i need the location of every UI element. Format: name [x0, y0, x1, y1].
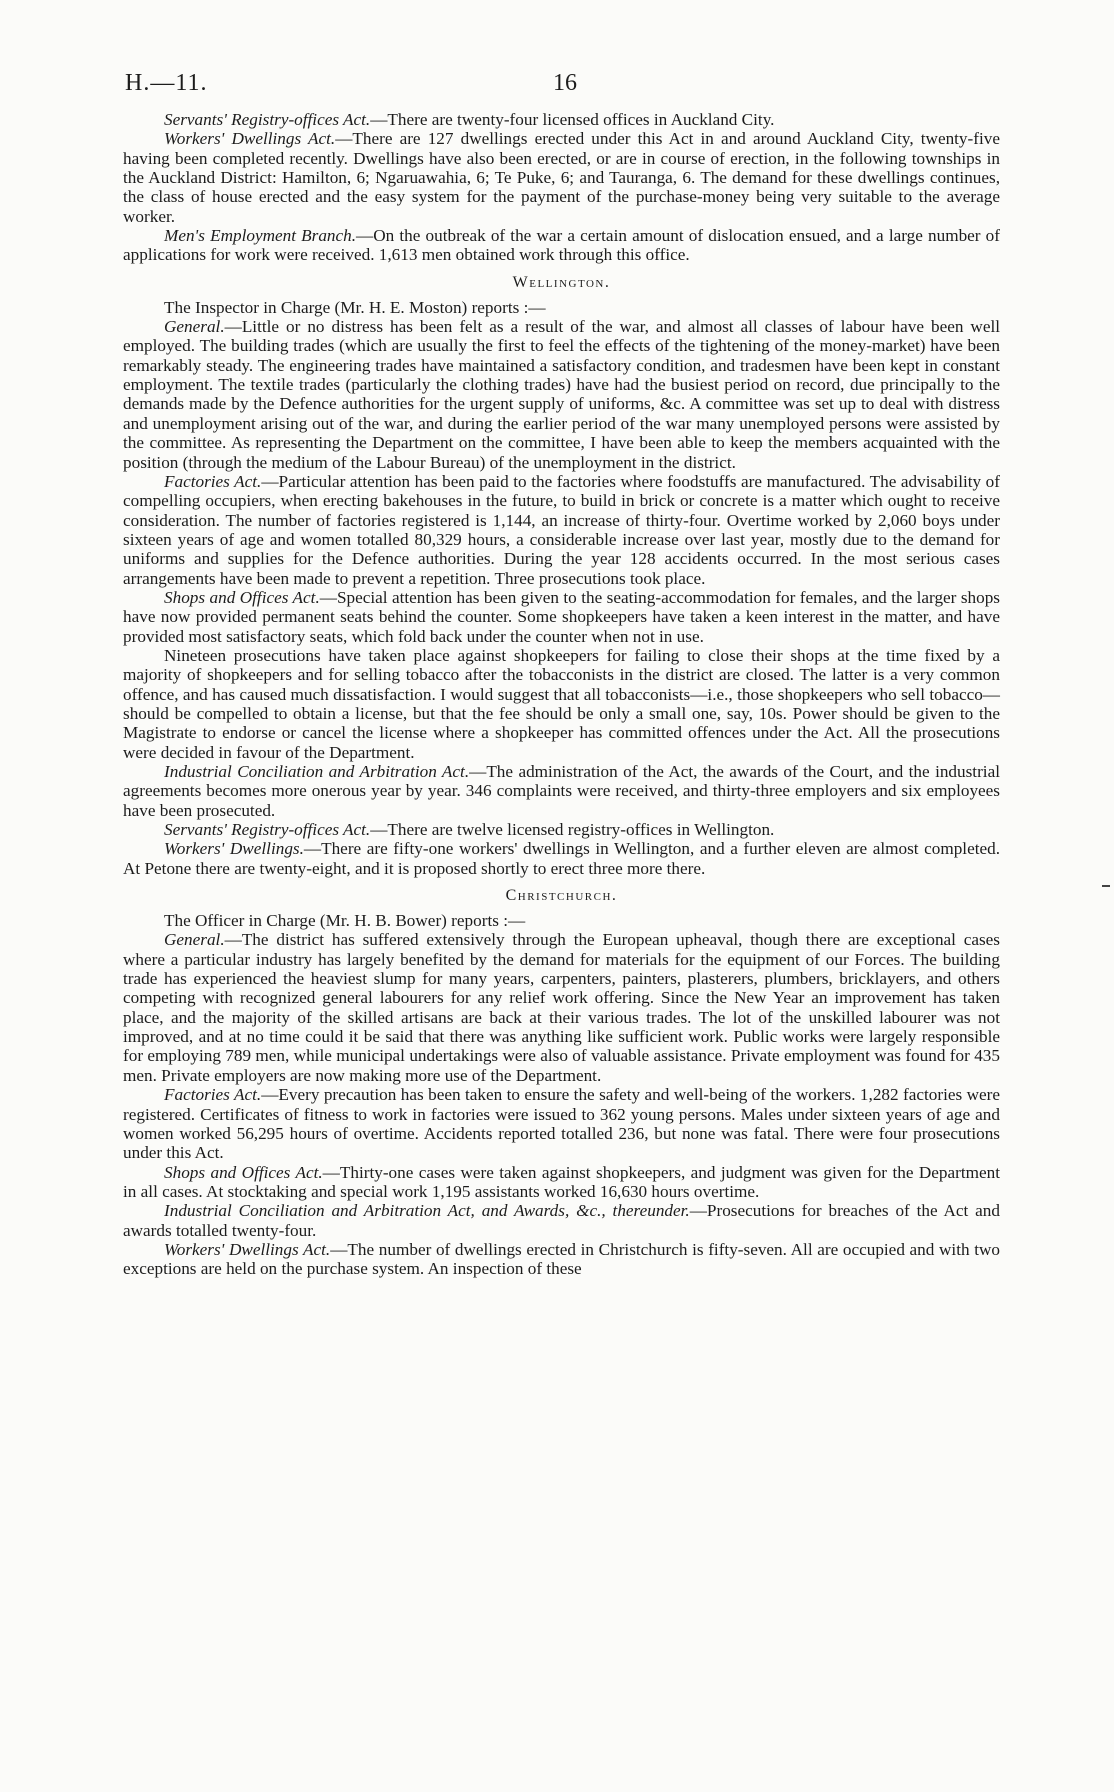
paragraph-text: —The administration of the Act, the awards of the Court, and the industrial agreements becomes more onerous year by year. 346 complaints were received, and thirty-three employers and six employees have been prosecuted.	[123, 762, 1000, 820]
paragraph-text: —There are twelve licensed registry-offices in Wellington.	[370, 820, 775, 840]
paragraph-heading: Industrial Conciliation and Arbitration Act, and Awards, &c., thereunder.	[164, 1201, 690, 1221]
paragraph-text: —There are twenty-four licensed offices in Auckland City.	[370, 110, 775, 129]
document-reference: H.—11.	[125, 70, 208, 96]
margin-mark	[1102, 885, 1110, 887]
section-title: Christchurch.	[505, 887, 618, 905]
paragraph	[123, 762, 1000, 820]
wellington-section	[123, 273, 1000, 878]
paragraph	[123, 472, 1000, 588]
christchurch-section	[123, 886, 1000, 1279]
paragraph-heading: Servants' Registry-offices Act.	[164, 110, 371, 129]
paragraph-text: —The number of dwellings erected in Christchurch is fifty-seven. All are occupied and with two exceptions are held on the purchase system. An inspection of these	[123, 1239, 1001, 1279]
paragraph	[123, 110, 1000, 129]
paragraph-text: —There are fifty-one workers' dwellings in Wellington, and a further eleven are almost completed. At Petone there are twenty-eight, and it is proposed shortly to erect three more there.	[123, 839, 1000, 878]
paragraph	[123, 820, 1000, 839]
paragraph	[123, 930, 1000, 1085]
paragraph	[123, 1201, 1000, 1240]
paragraph-text: —Little or no distress has been felt as a result of the war, and almost all classes of labour have been well employed. The building trades (which are usually the first to feel the effects of the tightening of the money-market) have been remarkably steady. The engineering trades have maintained a satisfactory condition, and tradesmen have been kept in constant employment. The textile trades (particularly the clothing trades) have had the busiest period on record, due principally to the demands made by the Defence authorities for the urgent supply of uniforms, &c. A committee was set up to deal with distress and unemployment arising out of the war, and during the earlier period of the war many unemployed persons were assisted by the committee. As representing the Department on the committee, I have been able to keep the members acquainted with the position (through the medium of the Labour Bureau) of the unemployment in the district.	[123, 317, 1000, 472]
paragraph-text: —Special attention has been given to the seating-accommodation for females, and the larger shops have now provided permanent seats behind the counter. Some shopkeepers have taken a keen interest in the matter, and have provided most satisfactory seats, which fold back under the counter when not in use.	[123, 587, 1000, 646]
paragraph-text: —Particular attention has been paid to the factories where foodstuffs are manufactured. The advisability of compelling occupiers, when erecting bakehouses in the future, to build in brick or concrete is a matter which ought to receive consideration. The number of factories registered is 1,144, an increase of thirty-four. Overtime worked by 2,060 boys under sixteen years of age and women totalled 80,329 hours, a considerable increase over last year, mostly due to the demand for uniforms and supplies for the Defence authorities. During the year 128 accidents occurred. In the most serious cases arrangements have been made to prevent a repetition. Three prosecutions took place.	[123, 471, 1000, 588]
paragraph	[123, 839, 1000, 878]
section-intro: The Officer in Charge (Mr. H. B. Bower) reports :—	[164, 911, 526, 931]
paragraph	[123, 646, 1000, 762]
paragraph-text: —On the outbreak of the war a certain amount of dislocation ensued, and a large number of applications for work were received. 1,613 men obtained work through this office.	[123, 226, 1000, 265]
auckland-continued	[123, 110, 1000, 265]
paragraph-heading: Workers' Dwellings.	[164, 839, 304, 859]
paragraph-heading: Servants' Registry-offices Act.	[164, 820, 371, 840]
paragraph-heading: General.	[164, 930, 225, 950]
document-page	[123, 70, 1000, 1279]
paragraph	[123, 1163, 1000, 1202]
paragraph-heading: Workers' Dwellings Act.	[164, 129, 336, 149]
paragraph-heading: Shops and Offices Act.	[164, 587, 320, 607]
paragraph-heading: Industrial Conciliation and Arbitration Act.	[164, 762, 470, 781]
paragraph-text: —Every precaution has been taken to ensure the safety and well-being of the workers. 1,282 factories were registered. Certificates of fitness to work in factories were issued to 362 young persons. Males under sixteen years of age and women worked 56,295 hours of overtime. Accidents reported totalled 236, but none was fatal. There were four prosecutions under this Act.	[123, 1085, 1001, 1163]
page-number: 16	[553, 70, 577, 96]
section-intro: The Inspector in Charge (Mr. H. E. Moston) reports :—	[164, 297, 546, 317]
paragraph-text: Nineteen prosecutions have taken place against shopkeepers for failing to close their shops at the time fixed by a majority of shopkeepers and for selling tobacco after the tobacconists in the district are closed. The latter is a very common offence, and has caused much dissatisfaction. I would suggest that all tobacconists—i.e., those shopkeepers who sell tobacco—should be compelled to obtain a license, but that the fee should be only a small one, say, 10s. Power should be given to the Magistrate to endorse or cancel the license where a shopkeeper has committed offences under the Act. All the prosecutions were decided in favour of the Department.	[123, 645, 1000, 762]
paragraph	[123, 317, 1000, 472]
paragraph-heading: Men's Employment Branch.	[164, 226, 357, 246]
section-title: Wellington.	[512, 273, 611, 291]
paragraph-text: —Thirty-one cases were taken against shopkeepers, and judgment was given for the Department in all cases. At stocktaking and special work 1,195 assistants worked 16,630 hours overtime.	[123, 1162, 1000, 1201]
paragraph	[123, 1085, 1000, 1162]
paragraph-heading: Factories Act.	[164, 471, 262, 491]
page-header	[123, 70, 1000, 110]
paragraph-heading: Shops and Offices Act.	[164, 1162, 323, 1182]
paragraph-text: —The district has suffered extensively through the European upheaval, though there are exceptional cases where a particular industry has largely benefited by the demand for materials for the equipment of our Forces. The building trade has experienced the heaviest slump for many years, carpenters, painters, plasterers, plumbers, bricklayers, and others competing with recognized general labourers for any relief work offering. Since the New Year an improvement has taken place, and the majority of the skilled artisans are back at their various trades. The lot of the unskilled labourer was not improved, and at no time could it be said that there was anything like sufficient work. Public works were largely responsible for employing 789 men, while municipal undertakings were also of valuable assistance. Private employment was found for 435 men. Private employers are now making more use of the Department.	[123, 930, 1000, 1085]
paragraph	[123, 226, 1000, 265]
paragraph	[123, 588, 1000, 646]
paragraph-heading: Workers' Dwellings Act.	[164, 1239, 331, 1259]
paragraph-heading: Factories Act.	[164, 1085, 262, 1105]
paragraph	[123, 129, 1000, 226]
paragraph-text: —There are 127 dwellings erected under this Act in and around Auckland City, twenty-five having been completed recently. Dwellings have also been erected, or are in course of erection, in the following townships in the Auckland District: Hamilton, 6; Ngaruawahia, 6; Te Puke, 6; and Tauranga, 6. The demand for these dwellings continues, the class of house erected and the easy system for the payment of the purchase-money being very suitable to the average worker.	[123, 129, 1000, 226]
paragraph-text: —Prosecutions for breaches of the Act and awards totalled twenty-four.	[123, 1201, 1000, 1240]
paragraph	[123, 1240, 1000, 1279]
paragraph-heading: General.	[164, 317, 225, 337]
